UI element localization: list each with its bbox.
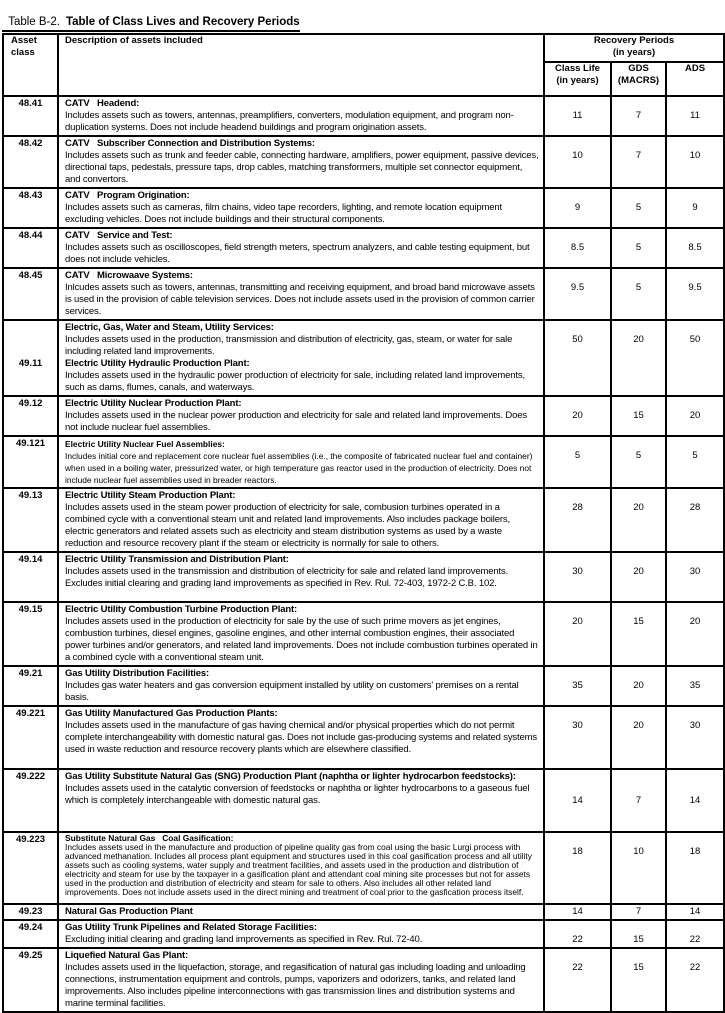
asset-class-number: 49.14: [18, 554, 43, 565]
gds-cell: 20: [611, 320, 666, 396]
asset-class-cell: [3, 320, 58, 396]
asset-class-cell: [3, 904, 58, 920]
table-row: [3, 666, 724, 706]
asset-category-heading: Electric Utility Nuclear Fuel Assemblies:: [65, 439, 225, 449]
class-life-cell: 35: [544, 666, 611, 706]
description-block: [65, 230, 539, 266]
class-life-cell: 10: [544, 136, 611, 188]
gds-cell: 15: [611, 948, 666, 1012]
asset-description-text: Inlcudes assets such as towers, antennas, transmitting and receiving equipment, and broad band microwave assets is used in the provision of cable television services. Does not include assets used in the provision of common carrier services.: [65, 282, 535, 317]
asset-class-number: 49.24: [18, 922, 43, 933]
asset-category-heading: Electric Utility Combustion Turbine Production Plant:: [65, 604, 298, 615]
ads-cell: 11: [666, 96, 724, 136]
asset-class-number: 48.44: [18, 230, 43, 241]
header-description-label: Description of assets included: [65, 35, 203, 46]
header-recovery-line2: (in years): [612, 47, 656, 58]
table-row: [3, 948, 724, 1012]
description-cell: [58, 320, 544, 396]
asset-class-cell: [3, 136, 58, 188]
asset-class-number: 49.11: [18, 358, 43, 369]
header-class-life: [544, 62, 611, 96]
asset-class-cell: [3, 769, 58, 832]
description-cell: [58, 706, 544, 769]
class-life-cell: 20: [544, 396, 611, 436]
header-class-life-line2: (in years): [556, 75, 599, 86]
asset-description-text: Includes assets such as trunk and feeder cable, connecting hardware, amplifiers, power equipment, passive devices, directional taps, pedestals, pressure taps, drop cables, matching transformers, multiple set connector equipment, and convertors.: [65, 150, 539, 185]
gds-cell: 20: [611, 706, 666, 769]
description-cell: [58, 832, 544, 904]
description-block: [65, 668, 539, 704]
asset-category-heading: Electric Utility Transmission and Distribution Plant:: [65, 554, 289, 565]
ads-cell: 5: [666, 436, 724, 488]
asset-class-cell: [3, 920, 58, 948]
class-lives-table: [2, 33, 725, 1013]
ads-cell: 30: [666, 706, 724, 769]
table-row: [3, 706, 724, 769]
gds-cell: 5: [611, 188, 666, 228]
description-block: [65, 270, 539, 318]
class-life-cell: 14: [544, 769, 611, 832]
header-recovery-periods: [544, 34, 724, 62]
header-ads-label: ADS: [684, 63, 706, 74]
table-header: [3, 34, 724, 96]
description-cell: [58, 904, 544, 920]
class-life-cell: 30: [544, 706, 611, 769]
table-row: [3, 832, 724, 904]
table-row: [3, 769, 724, 832]
asset-class-number: 49.13: [18, 490, 43, 501]
description-cell: [58, 769, 544, 832]
asset-description-text: Includes assets used in the manufacture and production of pipeline quality gas from coal using the basic Lurgi process with advanced methanation. Includes all process plant equipment and structures used in this coal gasification process and all utility assets such as cooling systems, water supply and treatment facilities, and assets used in the production and distribution of electricity and steam for use by the taxpayer in a gasification plant and attendant coal mining site processes but not for assets used in the production and distribution of electricity and steam for sale to others. Also includes all other related land improvements. Does not include assets used in the direct mining and treatment of coal prior to the gasfication process itself.: [65, 842, 532, 897]
header-gds: [611, 62, 666, 96]
description-block: [65, 138, 539, 186]
class-life-cell: 50: [544, 320, 611, 396]
table-row: [3, 96, 724, 136]
header-gds-line1: GDS: [628, 63, 649, 74]
gds-cell: 15: [611, 602, 666, 666]
class-life-cell: 30: [544, 552, 611, 602]
description-block: [65, 554, 539, 590]
asset-class-number: 49.223: [15, 834, 46, 845]
description-block: [65, 604, 539, 664]
table-title-label: Table of Class Lives and Recovery Periods: [65, 16, 300, 28]
asset-class-cell: [3, 552, 58, 602]
table-row: [3, 602, 724, 666]
class-life-cell: 8.5: [544, 228, 611, 268]
description-cell: [58, 396, 544, 436]
ads-cell: 8.5: [666, 228, 724, 268]
description-block: [65, 490, 539, 550]
ads-cell: 50: [666, 320, 724, 396]
table-body: [3, 96, 724, 1012]
ads-cell: 14: [666, 904, 724, 920]
ads-cell: 10: [666, 136, 724, 188]
table-row: [3, 904, 724, 920]
asset-class-cell: [3, 706, 58, 769]
asset-description-text: Includes assets used in the nuclear power production and electricity for sale and related land improvements. Does not include nuclear fuel assemblies.: [65, 410, 528, 433]
ads-cell: 14: [666, 769, 724, 832]
header-ads: [666, 62, 724, 96]
asset-class-cell: [3, 666, 58, 706]
description-block: [65, 906, 539, 918]
table-row: [3, 136, 724, 188]
asset-description-text: Includes assets used in the steam power production of electricity for sale, combusion turbines operated in a combined cycle with a conventional steam unit and related land improvements. Also includes package boilers, electric generators and related assets such as electricity and steam distribution systems as used by a waste reduction and resource recovery plant if the steam or electricity is normally for sale to others.: [65, 502, 510, 549]
description-cell: [58, 948, 544, 1012]
header-recovery-line1: Recovery Periods: [593, 35, 675, 46]
ads-cell: 9: [666, 188, 724, 228]
class-life-cell: 18: [544, 832, 611, 904]
asset-class-number: 49.221: [15, 708, 46, 719]
description-block: [65, 771, 539, 807]
asset-class-cell: [3, 188, 58, 228]
asset-class-number: 49.15: [18, 604, 43, 615]
asset-description-text: Includes assets used in the hydraulic power production of electricity for sale, including related land improvements, such as dams, flumes, canals, and waterways.: [65, 370, 525, 393]
description-cell: [58, 228, 544, 268]
class-life-cell: 20: [544, 602, 611, 666]
asset-class-number: 48.45: [18, 270, 43, 281]
asset-category-heading: CATV Headend:: [65, 98, 140, 109]
description-block: [65, 398, 539, 434]
asset-class-cell: [3, 96, 58, 136]
description-block: [65, 950, 539, 1010]
description-block: [65, 190, 539, 226]
asset-description-text: Excluding initial clearing and grading land improvements as specified in Rev. Rul. 72-40.: [65, 934, 423, 945]
gds-cell: 15: [611, 920, 666, 948]
asset-class-cell: [3, 268, 58, 320]
table-row: [3, 920, 724, 948]
asset-description-text: Includes initial core and replacement core nuclear fuel assemblies (i.e., the composite of fabricated nuclear fuel and container) when used in a boiling water, pressurized water, or high temperature gas reactor used in the production of electricity. Does not include nuclear fuel assemblies used in breader reactors.: [65, 451, 533, 485]
description-cell: [58, 96, 544, 136]
class-life-cell: 5: [544, 436, 611, 488]
asset-class-number: 49.23: [18, 906, 43, 917]
gds-cell: 7: [611, 96, 666, 136]
description-cell: [58, 136, 544, 188]
gds-cell: 5: [611, 436, 666, 488]
asset-category-heading: Electric Utility Hydraulic Production Plant:: [65, 358, 250, 369]
asset-category-heading: Electric, Gas, Water and Steam, Utility Services:: [65, 322, 274, 333]
gds-cell: 7: [611, 904, 666, 920]
ads-cell: 22: [666, 948, 724, 1012]
asset-category-heading: Liquefied Natural Gas Plant:: [65, 950, 189, 961]
description-cell: [58, 666, 544, 706]
description-cell: [58, 488, 544, 552]
description-block: [65, 322, 539, 358]
header-asset-line2: class: [11, 47, 35, 58]
header-row-top: [3, 34, 724, 62]
table-row: [3, 396, 724, 436]
header-gds-line2: (MACRS): [617, 75, 660, 86]
description-cell: [58, 188, 544, 228]
description-cell: [58, 602, 544, 666]
description-cell: [58, 436, 544, 488]
asset-description-text: Includes assets used in the production, transmission and distribution of electricity, gas, steam, or water for sale including related land improvements.: [65, 334, 513, 357]
gds-cell: 5: [611, 228, 666, 268]
table-row: [3, 228, 724, 268]
asset-category-heading: Substitute Natural Gas Coal Gasification:: [65, 833, 234, 843]
asset-description-text: Includes assets such as towers, antennas, preamplifiers, converters, modulation equipment, and program non-duplication systems. Does not include headend buildings and program origination assets.: [65, 110, 514, 133]
asset-description-text: Includes assets used in the catalytic conversion of feedstocks or naphtha or lighter hydrocarbons to a gaseous fuel which is completely interchangeable with domestic natural gas.: [65, 783, 530, 806]
asset-category-heading: Gas Utility Trunk Pipelines and Related Storage Facilities:: [65, 922, 317, 933]
header-description: [58, 34, 544, 96]
asset-class-number: 49.121: [15, 438, 46, 449]
description-block: [65, 358, 539, 394]
asset-category-heading: CATV Program Origination:: [65, 190, 190, 201]
page-title: [2, 1, 300, 32]
gds-cell: 20: [611, 552, 666, 602]
asset-class-number: 48.43: [18, 190, 43, 201]
asset-category-heading: Electric Utility Steam Production Plant:: [65, 490, 236, 501]
gds-cell: 20: [611, 488, 666, 552]
asset-class-number: 49.25: [18, 950, 43, 961]
table-row: [3, 188, 724, 228]
header-class-life-line1: Class Life: [555, 63, 600, 74]
ads-cell: 20: [666, 602, 724, 666]
asset-category-heading: CATV Subscriber Connection and Distribution Systems:: [65, 138, 315, 149]
asset-category-heading: Gas Utility Substitute Natural Gas (SNG) Production Plant (naphtha or lighter hydrocarbon feedstocks):: [65, 771, 516, 782]
asset-description-text: Includes assets such as oscilloscopes, field strength meters, spectrum analyzers, and cable testing equipment, but does not include vehicles.: [65, 242, 530, 265]
class-life-cell: 9.5: [544, 268, 611, 320]
description-cell: [58, 920, 544, 948]
asset-category-heading: Gas Utility Distribution Facilities:: [65, 668, 209, 679]
class-life-cell: 11: [544, 96, 611, 136]
class-life-cell: 9: [544, 188, 611, 228]
ads-cell: 9.5: [666, 268, 724, 320]
description-block: [65, 834, 539, 897]
asset-class-cell: [3, 602, 58, 666]
class-life-cell: 28: [544, 488, 611, 552]
asset-category-heading: Gas Utility Manufactured Gas Production Plants:: [65, 708, 278, 719]
description-block: [65, 98, 539, 134]
asset-class-cell: [3, 832, 58, 904]
asset-category-heading: Electric Utility Nuclear Production Plant:: [65, 398, 242, 409]
table-row: [3, 268, 724, 320]
asset-class-cell: [3, 488, 58, 552]
gds-cell: 20: [611, 666, 666, 706]
asset-description-text: Includes assets such as cameras, film chains, video tape recorders, lighting, and remote location equipment excluding vehicles. Does not include buildings and their structural components.: [65, 202, 503, 225]
asset-class-cell: [3, 228, 58, 268]
asset-class-cell: [3, 396, 58, 436]
asset-class-cell: [3, 436, 58, 488]
asset-description-text: Includes assets used in the manufacture of gas having chemical and/or physical properties which do not permit complete interchangeability with domestic natural gas. Does not include gas-producing systems and related systems used in waste reduction and resource recovery plants which are elsewhere classified.: [65, 720, 538, 755]
asset-class-number: 49.21: [18, 668, 43, 679]
ads-cell: 20: [666, 396, 724, 436]
description-cell: [58, 268, 544, 320]
table-row: [3, 436, 724, 488]
gds-cell: 7: [611, 136, 666, 188]
asset-category-heading: CATV Microwaave Systems:: [65, 270, 193, 281]
ads-cell: 22: [666, 920, 724, 948]
asset-class-number: 48.42: [18, 138, 43, 149]
asset-class-number: 48.41: [18, 98, 43, 109]
class-life-cell: 22: [544, 920, 611, 948]
description-block: [65, 438, 539, 486]
table-row: [3, 488, 724, 552]
description-cell: [58, 552, 544, 602]
description-block: [65, 922, 539, 946]
description-block: [65, 708, 539, 756]
gds-cell: 5: [611, 268, 666, 320]
ads-cell: 30: [666, 552, 724, 602]
asset-category-heading: Natural Gas Production Plant: [65, 906, 193, 917]
gds-cell: 7: [611, 769, 666, 832]
table-row: [3, 320, 724, 396]
header-asset-line1: Asset: [11, 35, 37, 46]
class-life-cell: 14: [544, 904, 611, 920]
header-asset-class: [3, 34, 58, 96]
ads-cell: 35: [666, 666, 724, 706]
table-number-label: Table B-2.: [8, 16, 60, 28]
ads-cell: 28: [666, 488, 724, 552]
asset-description-text: Includes assets used in the transmission and distribution of electricity for sale and related land improvements. Excludes initial clearing and grading land improvements as specified in Rev. Rul. 72-403, 1972-2 C.B. 102.: [65, 566, 509, 589]
gds-cell: 10: [611, 832, 666, 904]
asset-class-cell: [3, 948, 58, 1012]
asset-description-text: Includes assets used in the production of electricity for sale by the use of such prime movers as jet engines, combustion turbines, diesel engines, gasoline engines, and other internal combustion engines, their associated power turbines and/or generators, and related land improvements. Does not include combustion turbines operated in a combined cycle with a conventional steam unit.: [65, 616, 538, 663]
asset-description-text: Includes assets used in the liquefaction, storage, and regasification of natural gas including loading and unloading connections, instrumentation equipment and controls, pumps, vaporizers and odorizers, tanks, and related land improvements. Also includes pipeline interconnections with gas transmission lines and distribution systems and marine terminal facilities.: [65, 962, 526, 1009]
asset-class-number: 49.222: [15, 771, 46, 782]
gds-cell: 15: [611, 396, 666, 436]
table-row: [3, 552, 724, 602]
ads-cell: 18: [666, 832, 724, 904]
asset-description-text: Includes gas water heaters and gas conversion equipment installed by utility on customers' premises on a rental basis.: [65, 680, 519, 703]
asset-category-heading: CATV Service and Test:: [65, 230, 173, 241]
class-life-cell: 22: [544, 948, 611, 1012]
asset-class-number: 49.12: [18, 398, 43, 409]
